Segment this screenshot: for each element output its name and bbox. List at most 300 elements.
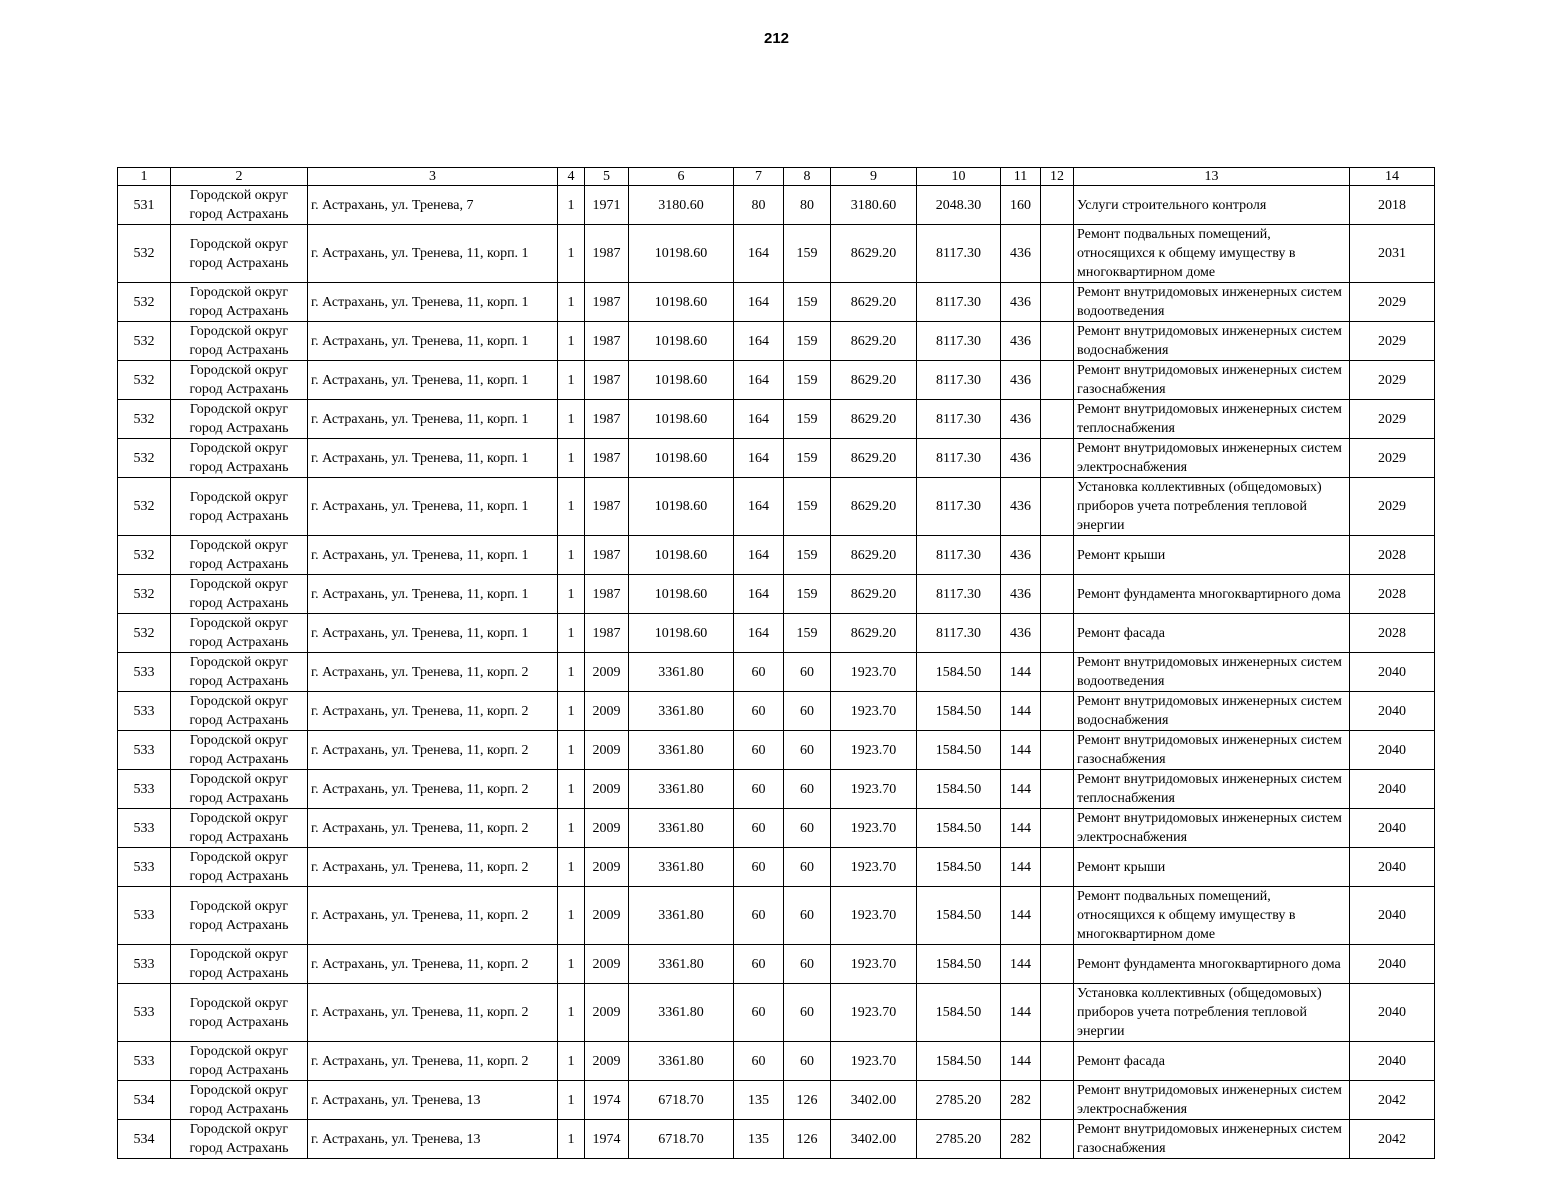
cell-area-total: 3361.80: [629, 809, 734, 848]
cell-col12: [1041, 809, 1074, 848]
cell-col12: [1041, 653, 1074, 692]
cell-address: г. Астрахань, ул. Тренева, 11, корп. 1: [308, 575, 558, 614]
cell-plan-year: 2040: [1350, 692, 1435, 731]
cell-area-other: 2785.20: [917, 1081, 1001, 1120]
table-row: [118, 186, 1435, 225]
cell-col4: 1: [558, 614, 585, 653]
cell-area-other: 1584.50: [917, 731, 1001, 770]
cell-work-type: Ремонт внутридомовых инженерных систем газоснабжения: [1074, 361, 1350, 400]
cell-col8: 159: [784, 400, 831, 439]
cell-area-living: 8629.20: [831, 400, 917, 439]
cell-work-type: Ремонт крыши: [1074, 536, 1350, 575]
cell-area-total: 3180.60: [629, 186, 734, 225]
cell-plan-year: 2040: [1350, 887, 1435, 945]
table-row: [118, 770, 1435, 809]
column-number-row: [118, 168, 1435, 186]
cell-municipality: Городской округ город Астрахань: [171, 478, 308, 536]
cell-address: г. Астрахань, ул. Тренева, 11, корп. 1: [308, 536, 558, 575]
cell-area-other: 1584.50: [917, 809, 1001, 848]
cell-work-type: Ремонт подвальных помещений, относящихся к общему имуществу в многоквартирном доме: [1074, 887, 1350, 945]
cell-work-type: Услуги строительного контроля: [1074, 186, 1350, 225]
column-header: 3: [308, 168, 558, 186]
cell-year: 2009: [585, 653, 629, 692]
cell-col7: 164: [734, 361, 784, 400]
capital-repair-table: [117, 167, 1435, 1159]
cell-residents: 282: [1001, 1081, 1041, 1120]
cell-year: 2009: [585, 770, 629, 809]
cell-col4: 1: [558, 984, 585, 1042]
cell-area-total: 3361.80: [629, 653, 734, 692]
cell-number: 532: [118, 400, 171, 439]
cell-col7: 60: [734, 692, 784, 731]
cell-address: г. Астрахань, ул. Тренева, 11, корп. 1: [308, 322, 558, 361]
cell-area-total: 10198.60: [629, 322, 734, 361]
cell-residents: 144: [1001, 848, 1041, 887]
cell-col8: 159: [784, 283, 831, 322]
cell-col7: 164: [734, 478, 784, 536]
cell-plan-year: 2029: [1350, 361, 1435, 400]
cell-area-living: 8629.20: [831, 283, 917, 322]
cell-col7: 60: [734, 984, 784, 1042]
cell-area-living: 8629.20: [831, 575, 917, 614]
cell-col8: 60: [784, 809, 831, 848]
cell-col4: 1: [558, 1042, 585, 1081]
cell-plan-year: 2029: [1350, 478, 1435, 536]
cell-municipality: Городской округ город Астрахань: [171, 575, 308, 614]
cell-year: 1987: [585, 439, 629, 478]
cell-area-total: 3361.80: [629, 692, 734, 731]
cell-col4: 1: [558, 692, 585, 731]
cell-col4: 1: [558, 225, 585, 283]
cell-work-type: Ремонт внутридомовых инженерных систем водоотведения: [1074, 283, 1350, 322]
cell-address: г. Астрахань, ул. Тренева, 13: [308, 1081, 558, 1120]
cell-area-other: 1584.50: [917, 945, 1001, 984]
cell-year: 2009: [585, 945, 629, 984]
cell-work-type: Ремонт внутридомовых инженерных систем теплоснабжения: [1074, 770, 1350, 809]
cell-work-type: Ремонт внутридомовых инженерных систем электроснабжения: [1074, 439, 1350, 478]
table-row: [118, 887, 1435, 945]
cell-col4: 1: [558, 887, 585, 945]
cell-number: 532: [118, 614, 171, 653]
cell-plan-year: 2040: [1350, 731, 1435, 770]
cell-address: г. Астрахань, ул. Тренева, 11, корп. 2: [308, 653, 558, 692]
cell-plan-year: 2040: [1350, 1042, 1435, 1081]
cell-work-type: Ремонт внутридомовых инженерных систем газоснабжения: [1074, 1120, 1350, 1159]
cell-col12: [1041, 1081, 1074, 1120]
cell-col12: [1041, 692, 1074, 731]
cell-col12: [1041, 731, 1074, 770]
cell-col7: 135: [734, 1081, 784, 1120]
cell-col7: 164: [734, 614, 784, 653]
cell-col4: 1: [558, 478, 585, 536]
cell-number: 532: [118, 322, 171, 361]
cell-address: г. Астрахань, ул. Тренева, 11, корп. 1: [308, 283, 558, 322]
cell-work-type: Ремонт внутридомовых инженерных систем водоотведения: [1074, 653, 1350, 692]
cell-number: 532: [118, 478, 171, 536]
cell-col4: 1: [558, 283, 585, 322]
table-body: [118, 186, 1435, 1159]
cell-area-total: 3361.80: [629, 984, 734, 1042]
cell-address: г. Астрахань, ул. Тренева, 11, корп. 1: [308, 478, 558, 536]
cell-municipality: Городской округ город Астрахань: [171, 186, 308, 225]
cell-col12: [1041, 478, 1074, 536]
cell-col4: 1: [558, 361, 585, 400]
table-row: [118, 614, 1435, 653]
cell-col7: 60: [734, 887, 784, 945]
table-row: [118, 478, 1435, 536]
cell-residents: 144: [1001, 945, 1041, 984]
cell-col7: 164: [734, 439, 784, 478]
cell-col8: 60: [784, 653, 831, 692]
cell-area-other: 1584.50: [917, 984, 1001, 1042]
cell-plan-year: 2028: [1350, 536, 1435, 575]
cell-residents: 436: [1001, 614, 1041, 653]
cell-residents: 436: [1001, 361, 1041, 400]
cell-area-living: 1923.70: [831, 1042, 917, 1081]
cell-col4: 1: [558, 536, 585, 575]
cell-area-living: 1923.70: [831, 887, 917, 945]
cell-municipality: Городской округ город Астрахань: [171, 400, 308, 439]
cell-area-other: 8117.30: [917, 439, 1001, 478]
cell-number: 534: [118, 1081, 171, 1120]
table-row: [118, 575, 1435, 614]
cell-number: 533: [118, 653, 171, 692]
column-header: 10: [917, 168, 1001, 186]
cell-col7: 60: [734, 1042, 784, 1081]
cell-year: 2009: [585, 887, 629, 945]
cell-col8: 159: [784, 536, 831, 575]
cell-plan-year: 2029: [1350, 322, 1435, 361]
cell-col7: 60: [734, 848, 784, 887]
cell-address: г. Астрахань, ул. Тренева, 11, корп. 2: [308, 848, 558, 887]
cell-year: 1974: [585, 1120, 629, 1159]
cell-number: 532: [118, 536, 171, 575]
cell-number: 533: [118, 887, 171, 945]
cell-municipality: Городской округ город Астрахань: [171, 536, 308, 575]
cell-year: 2009: [585, 984, 629, 1042]
column-header: 7: [734, 168, 784, 186]
cell-area-total: 10198.60: [629, 283, 734, 322]
cell-area-total: 10198.60: [629, 478, 734, 536]
cell-col12: [1041, 283, 1074, 322]
cell-col12: [1041, 848, 1074, 887]
cell-col8: 159: [784, 225, 831, 283]
table-row: [118, 1120, 1435, 1159]
cell-col12: [1041, 770, 1074, 809]
cell-plan-year: 2029: [1350, 439, 1435, 478]
cell-municipality: Городской округ город Астрахань: [171, 322, 308, 361]
cell-col8: 60: [784, 984, 831, 1042]
cell-col4: 1: [558, 809, 585, 848]
cell-municipality: Городской округ город Астрахань: [171, 848, 308, 887]
cell-col12: [1041, 536, 1074, 575]
cell-number: 533: [118, 770, 171, 809]
cell-area-living: 8629.20: [831, 439, 917, 478]
cell-area-total: 10198.60: [629, 361, 734, 400]
cell-col7: 164: [734, 575, 784, 614]
cell-col7: 60: [734, 809, 784, 848]
cell-address: г. Астрахань, ул. Тренева, 11, корп. 2: [308, 770, 558, 809]
table-row: [118, 653, 1435, 692]
cell-work-type: Ремонт фасада: [1074, 614, 1350, 653]
cell-work-type: Ремонт подвальных помещений, относящихся к общему имуществу в многоквартирном доме: [1074, 225, 1350, 283]
cell-number: 532: [118, 361, 171, 400]
cell-number: 532: [118, 575, 171, 614]
cell-col8: 159: [784, 322, 831, 361]
cell-col8: 60: [784, 945, 831, 984]
cell-col7: 164: [734, 322, 784, 361]
cell-work-type: Установка коллективных (общедомовых) приборов учета потребления тепловой энергии: [1074, 984, 1350, 1042]
cell-year: 2009: [585, 1042, 629, 1081]
cell-col8: 159: [784, 614, 831, 653]
cell-year: 1987: [585, 400, 629, 439]
cell-residents: 144: [1001, 984, 1041, 1042]
cell-work-type: Ремонт фасада: [1074, 1042, 1350, 1081]
cell-plan-year: 2040: [1350, 945, 1435, 984]
cell-area-other: 2048.30: [917, 186, 1001, 225]
cell-area-other: 8117.30: [917, 225, 1001, 283]
cell-col8: 60: [784, 770, 831, 809]
cell-col7: 164: [734, 283, 784, 322]
cell-number: 533: [118, 692, 171, 731]
cell-municipality: Городской округ город Астрахань: [171, 809, 308, 848]
cell-col8: 60: [784, 731, 831, 770]
cell-address: г. Астрахань, ул. Тренева, 11, корп. 1: [308, 361, 558, 400]
cell-number: 533: [118, 809, 171, 848]
column-header: 1: [118, 168, 171, 186]
cell-municipality: Городской округ город Астрахань: [171, 614, 308, 653]
cell-col4: 1: [558, 945, 585, 984]
cell-col4: 1: [558, 575, 585, 614]
cell-col12: [1041, 186, 1074, 225]
cell-address: г. Астрахань, ул. Тренева, 13: [308, 1120, 558, 1159]
cell-col12: [1041, 439, 1074, 478]
cell-municipality: Городской округ город Астрахань: [171, 731, 308, 770]
cell-col12: [1041, 225, 1074, 283]
cell-area-other: 8117.30: [917, 283, 1001, 322]
cell-area-living: 1923.70: [831, 692, 917, 731]
cell-area-total: 3361.80: [629, 1042, 734, 1081]
cell-plan-year: 2031: [1350, 225, 1435, 283]
cell-residents: 144: [1001, 1042, 1041, 1081]
table-row: [118, 1081, 1435, 1120]
cell-col4: 1: [558, 653, 585, 692]
cell-col8: 159: [784, 439, 831, 478]
cell-area-total: 6718.70: [629, 1120, 734, 1159]
table-row: [118, 945, 1435, 984]
cell-year: 1987: [585, 536, 629, 575]
cell-address: г. Астрахань, ул. Тренева, 11, корп. 1: [308, 614, 558, 653]
cell-area-living: 8629.20: [831, 478, 917, 536]
cell-col12: [1041, 945, 1074, 984]
cell-plan-year: 2029: [1350, 400, 1435, 439]
cell-col12: [1041, 575, 1074, 614]
cell-plan-year: 2042: [1350, 1120, 1435, 1159]
cell-area-other: 1584.50: [917, 848, 1001, 887]
cell-area-living: 1923.70: [831, 984, 917, 1042]
cell-col7: 60: [734, 770, 784, 809]
cell-col12: [1041, 361, 1074, 400]
cell-residents: 436: [1001, 439, 1041, 478]
cell-area-living: 1923.70: [831, 653, 917, 692]
cell-col8: 159: [784, 361, 831, 400]
cell-col12: [1041, 887, 1074, 945]
cell-col12: [1041, 400, 1074, 439]
cell-col4: 1: [558, 1081, 585, 1120]
cell-number: 533: [118, 1042, 171, 1081]
cell-work-type: Ремонт внутридомовых инженерных систем теплоснабжения: [1074, 400, 1350, 439]
cell-year: 2009: [585, 731, 629, 770]
cell-municipality: Городской округ город Астрахань: [171, 692, 308, 731]
cell-area-total: 3361.80: [629, 887, 734, 945]
cell-plan-year: 2018: [1350, 186, 1435, 225]
cell-number: 533: [118, 848, 171, 887]
cell-residents: 436: [1001, 536, 1041, 575]
cell-col8: 159: [784, 478, 831, 536]
column-header: 2: [171, 168, 308, 186]
cell-address: г. Астрахань, ул. Тренева, 11, корп. 2: [308, 1042, 558, 1081]
cell-col7: 164: [734, 225, 784, 283]
cell-area-other: 8117.30: [917, 322, 1001, 361]
column-header: 13: [1074, 168, 1350, 186]
cell-col12: [1041, 1042, 1074, 1081]
cell-residents: 144: [1001, 770, 1041, 809]
cell-address: г. Астрахань, ул. Тренева, 11, корп. 2: [308, 731, 558, 770]
table-row: [118, 809, 1435, 848]
cell-year: 1974: [585, 1081, 629, 1120]
table-row: [118, 400, 1435, 439]
cell-number: 533: [118, 984, 171, 1042]
cell-area-living: 8629.20: [831, 361, 917, 400]
cell-address: г. Астрахань, ул. Тренева, 11, корп. 2: [308, 887, 558, 945]
cell-plan-year: 2040: [1350, 984, 1435, 1042]
cell-plan-year: 2028: [1350, 614, 1435, 653]
cell-address: г. Астрахань, ул. Тренева, 11, корп. 1: [308, 400, 558, 439]
cell-residents: 144: [1001, 731, 1041, 770]
cell-address: г. Астрахань, ул. Тренева, 11, корп. 2: [308, 984, 558, 1042]
cell-area-living: 3402.00: [831, 1081, 917, 1120]
cell-work-type: Ремонт крыши: [1074, 848, 1350, 887]
cell-year: 1987: [585, 283, 629, 322]
column-header: 8: [784, 168, 831, 186]
cell-year: 1971: [585, 186, 629, 225]
cell-area-living: 8629.20: [831, 322, 917, 361]
cell-municipality: Городской округ город Астрахань: [171, 770, 308, 809]
column-header: 5: [585, 168, 629, 186]
page-number: 212: [763, 30, 790, 47]
cell-area-other: 1584.50: [917, 770, 1001, 809]
cell-area-other: 8117.30: [917, 614, 1001, 653]
table-row: [118, 848, 1435, 887]
cell-col8: 60: [784, 1042, 831, 1081]
cell-year: 2009: [585, 848, 629, 887]
cell-area-total: 10198.60: [629, 614, 734, 653]
cell-area-living: 3402.00: [831, 1120, 917, 1159]
cell-area-living: 8629.20: [831, 225, 917, 283]
cell-residents: 436: [1001, 225, 1041, 283]
cell-area-total: 10198.60: [629, 575, 734, 614]
table-row: [118, 322, 1435, 361]
cell-residents: 144: [1001, 887, 1041, 945]
cell-area-living: 1923.70: [831, 848, 917, 887]
cell-plan-year: 2028: [1350, 575, 1435, 614]
cell-col8: 159: [784, 575, 831, 614]
cell-year: 1987: [585, 478, 629, 536]
cell-work-type: Ремонт фундамента многоквартирного дома: [1074, 575, 1350, 614]
cell-col7: 60: [734, 653, 784, 692]
cell-address: г. Астрахань, ул. Тренева, 11, корп. 2: [308, 945, 558, 984]
cell-number: 533: [118, 731, 171, 770]
cell-municipality: Городской округ город Астрахань: [171, 653, 308, 692]
cell-work-type: Ремонт внутридомовых инженерных систем водоснабжения: [1074, 322, 1350, 361]
table-row: [118, 1042, 1435, 1081]
cell-year: 1987: [585, 361, 629, 400]
cell-address: г. Астрахань, ул. Тренева, 11, корп. 2: [308, 692, 558, 731]
cell-municipality: Городской округ город Астрахань: [171, 361, 308, 400]
cell-area-other: 1584.50: [917, 692, 1001, 731]
table-row: [118, 536, 1435, 575]
cell-plan-year: 2040: [1350, 653, 1435, 692]
cell-residents: 282: [1001, 1120, 1041, 1159]
cell-year: 2009: [585, 692, 629, 731]
cell-residents: 436: [1001, 575, 1041, 614]
cell-residents: 436: [1001, 400, 1041, 439]
cell-year: 1987: [585, 225, 629, 283]
cell-col12: [1041, 322, 1074, 361]
cell-col8: 80: [784, 186, 831, 225]
cell-col4: 1: [558, 400, 585, 439]
column-header: 12: [1041, 168, 1074, 186]
cell-municipality: Городской округ город Астрахань: [171, 225, 308, 283]
cell-work-type: Ремонт внутридомовых инженерных систем водоснабжения: [1074, 692, 1350, 731]
cell-col7: 135: [734, 1120, 784, 1159]
cell-area-living: 3180.60: [831, 186, 917, 225]
cell-area-other: 1584.50: [917, 1042, 1001, 1081]
cell-work-type: Ремонт фундамента многоквартирного дома: [1074, 945, 1350, 984]
cell-col4: 1: [558, 770, 585, 809]
cell-residents: 160: [1001, 186, 1041, 225]
cell-address: г. Астрахань, ул. Тренева, 11, корп. 1: [308, 439, 558, 478]
cell-municipality: Городской округ город Астрахань: [171, 283, 308, 322]
cell-work-type: Ремонт внутридомовых инженерных систем газоснабжения: [1074, 731, 1350, 770]
column-header: 11: [1001, 168, 1041, 186]
cell-col8: 126: [784, 1120, 831, 1159]
cell-area-other: 2785.20: [917, 1120, 1001, 1159]
cell-number: 531: [118, 186, 171, 225]
cell-area-total: 3361.80: [629, 848, 734, 887]
cell-col4: 1: [558, 439, 585, 478]
cell-area-other: 8117.30: [917, 575, 1001, 614]
cell-municipality: Городской округ город Астрахань: [171, 1042, 308, 1081]
cell-area-other: 8117.30: [917, 478, 1001, 536]
cell-col7: 164: [734, 400, 784, 439]
cell-col4: 1: [558, 186, 585, 225]
cell-year: 1987: [585, 322, 629, 361]
cell-year: 1987: [585, 614, 629, 653]
cell-area-other: 8117.30: [917, 361, 1001, 400]
cell-col7: 60: [734, 945, 784, 984]
column-header: 14: [1350, 168, 1435, 186]
cell-residents: 144: [1001, 692, 1041, 731]
cell-col12: [1041, 1120, 1074, 1159]
cell-number: 532: [118, 225, 171, 283]
cell-area-living: 1923.70: [831, 731, 917, 770]
cell-col4: 1: [558, 322, 585, 361]
cell-number: 532: [118, 283, 171, 322]
cell-area-total: 10198.60: [629, 225, 734, 283]
cell-col8: 126: [784, 1081, 831, 1120]
cell-col4: 1: [558, 1120, 585, 1159]
